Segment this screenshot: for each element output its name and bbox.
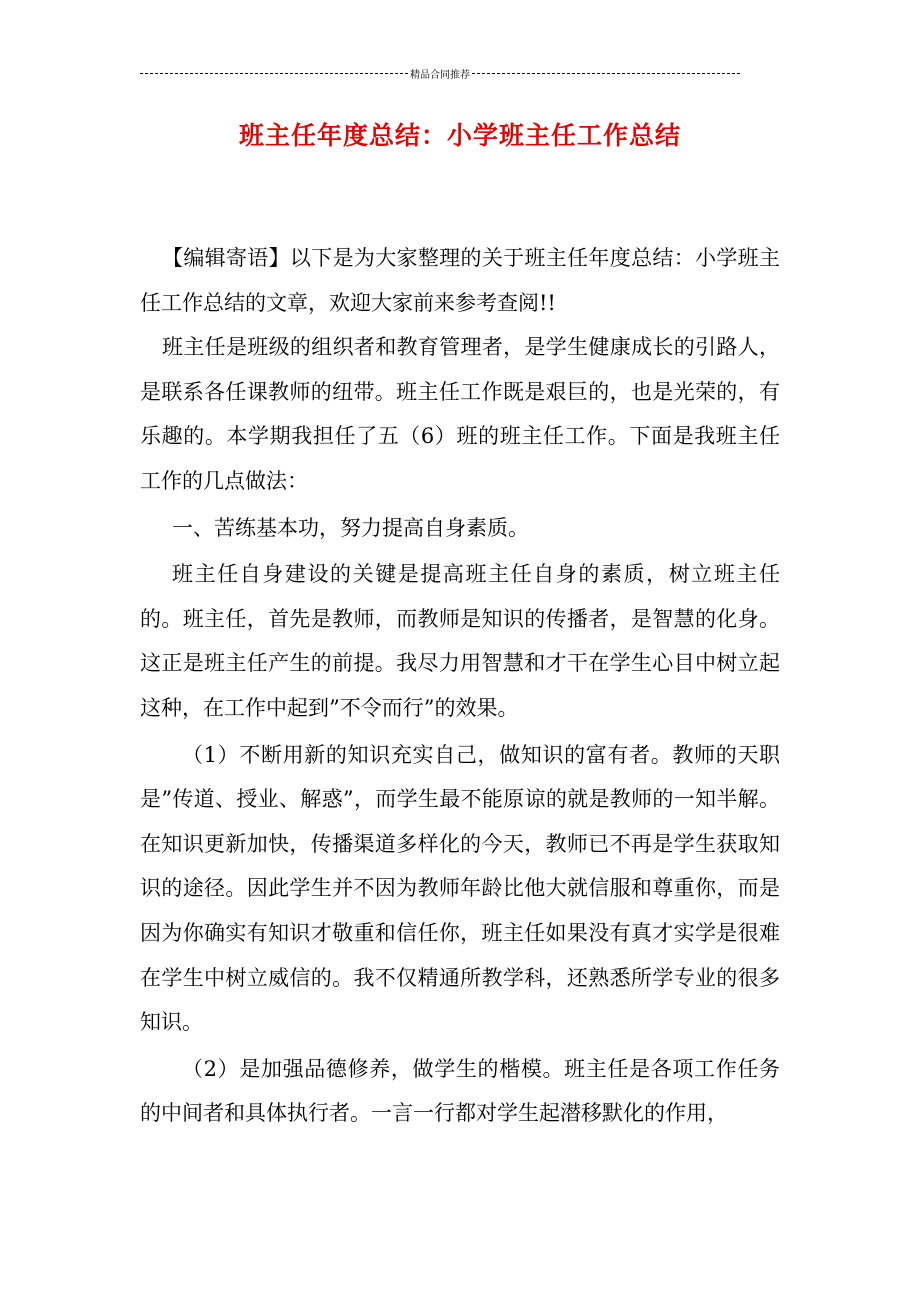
- paragraph-point-1: （1）不断用新的知识充实自己，做知识的富有者。教师的天职是”传道、授业、解惑”，而学生最不能原谅的就是教师的一知半解。在知识更新加快，传播渠道多样化的今天，教师已不再是学生获取知识的途径。因此学生并不因为教师年龄比他大就信服和尊重你，而是因为你确实有知识才敬重和信任你，班主任如果没有真才实学是很难在学生中树立威信的。我不仅精通所教学科，还熟悉所学专业的很多知识。: [140, 742, 780, 1035]
- document-title: 班主任年度总结：小学班主任工作总结: [238, 121, 681, 150]
- paragraph-self-building: 班主任自身建设的关键是提高班主任自身的素质，树立班主任的。班主任，首先是教师，而教师是知识的传播者，是智慧的化身。这正是班主任产生的前提。我尽力用智慧和才干在学生心目中树立起这种，在工作中起到”不令而行”的效果。: [140, 562, 780, 720]
- paragraph-point-2: （2）是加强品德修养，做学生的楷模。班主任是各项工作任务的中间者和具体执行者。一言一行都对学生起潜移默化的作用，: [140, 1056, 780, 1126]
- header-label: 精品合同推荐: [410, 70, 470, 81]
- header-dash-right: [472, 73, 740, 74]
- paragraph-editor-note: 【编辑寄语】以下是为大家整理的关于班主任年度总结：小学班主任工作总结的文章，欢迎大家前来参考查阅!!: [140, 246, 780, 315]
- header-dash-left: [140, 73, 408, 74]
- page-header: [140, 66, 740, 81]
- paragraph-intro: 班主任是班级的组织者和教育管理者，是学生健康成长的引路人，是联系各任课教师的纽带。班主任工作既是艰巨的，也是光荣的，有乐趣的。本学期我担任了五（6）班的班主任工作。下面是我班主任工作的几点做法：: [140, 335, 780, 493]
- document-body: [140, 236, 780, 1136]
- section-heading-1: 一、苦练基本功，努力提高自身素质。: [172, 515, 529, 540]
